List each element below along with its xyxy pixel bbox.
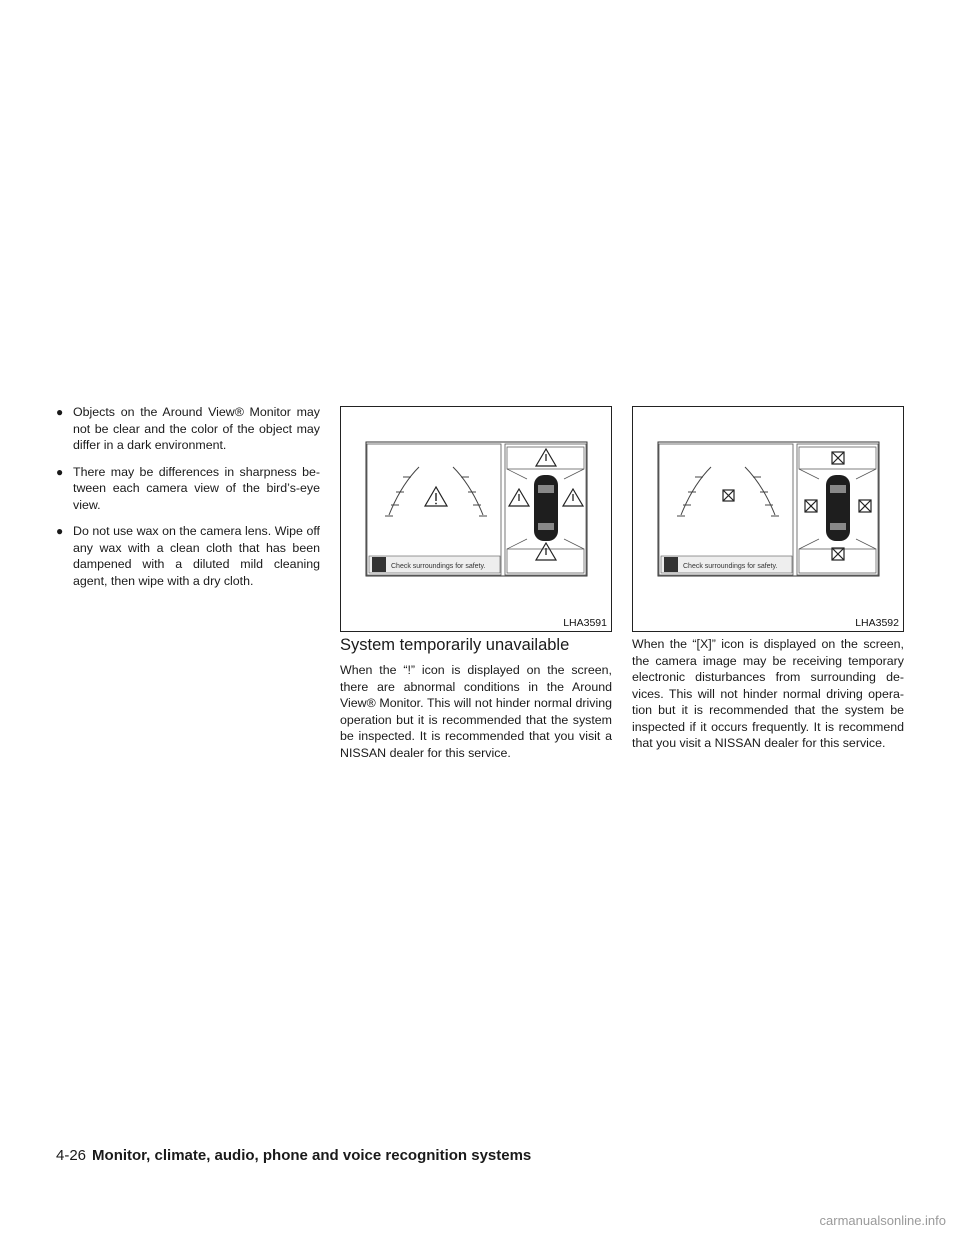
bullet-list [56, 404, 320, 599]
paragraph-x: When the “[X]” icon is displayed on the screen, the camera image may be receiving temporary electronic disturbances from surrounding de- vices. This will not hinder normal driving opera- tion but it is recommended that the system be inspected if it occurs frequently. It is recommend that you visit a NISSAN dealer for this service. [632, 637, 904, 750]
list-item: ● Do not use wax on the camera lens. Wipe off any wax with a clean cloth that has been dampened with a diluted mild cleaning agent, then wipe with a dry cloth. [56, 524, 320, 588]
bullet-icon: ● [56, 464, 64, 479]
svg-text:Check surroundings for safety.: Check surroundings for safety. [683, 563, 778, 570]
car-icon [826, 475, 850, 541]
bullet-icon: ● [56, 405, 64, 419]
monitor-illustration [633, 407, 903, 631]
section-heading: System temporarily unavailable [340, 636, 570, 654]
warning-triangle-icon [425, 487, 447, 506]
page-number: 4-26 [56, 1147, 87, 1164]
figure-warning-screen [340, 406, 612, 632]
figure-code: LHA3592 [855, 617, 899, 629]
section-title: Monitor, climate, audio, phone and voice recognition systems [92, 1147, 532, 1164]
monitor-illustration [341, 407, 611, 631]
svg-text:Check surroundings for safety.: Check surroundings for safety. [391, 563, 486, 570]
car-icon [534, 475, 558, 541]
figure-code: LHA3591 [563, 617, 607, 629]
list-item: ● Objects on the Around View® Monitor may not be clear and the color of the object may differ in a dark environment. [56, 405, 320, 452]
guide-lines [385, 467, 487, 516]
page-footer [56, 1147, 531, 1164]
bullet-icon: ● [56, 524, 64, 538]
watermark: carmanualsonline.info [819, 1213, 946, 1228]
list-item: ● There may be differences in sharpness be- tween each camera view of the bird’s-eye view. [56, 464, 320, 512]
figure-x-screen [632, 406, 904, 632]
x-box-icon [723, 490, 734, 501]
paragraph-warning: When the “!” icon is displayed on the screen, there are abnormal conditions in the Around View® Monitor. This will not hinder normal driving operation but it is recommended that the system be inspected. It is recommended that you visit a NISSAN dealer for this service. [340, 663, 612, 760]
